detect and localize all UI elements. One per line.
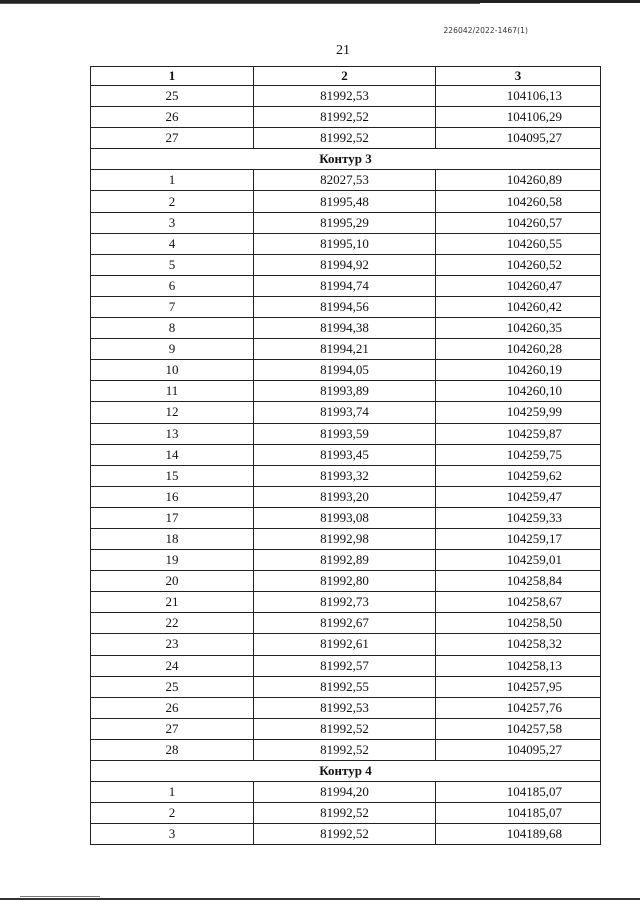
x-coordinate-cell: 81992,55: [254, 676, 436, 697]
coordinates-table: [90, 66, 601, 845]
y-coordinate-cell: 104259,75: [436, 444, 601, 465]
point-number-cell: 22: [91, 613, 254, 634]
y-coordinate-cell: 104257,76: [436, 697, 601, 718]
table-row: [91, 128, 601, 149]
point-number-cell: 5: [91, 254, 254, 275]
table-row: [91, 444, 601, 465]
x-coordinate-cell: 81992,53: [254, 86, 436, 107]
point-number-cell: 20: [91, 571, 254, 592]
y-coordinate-cell: 104258,84: [436, 571, 601, 592]
x-coordinate-cell: 81992,52: [254, 739, 436, 760]
x-coordinate-cell: 81994,56: [254, 296, 436, 317]
section-title: Контур 3: [91, 149, 601, 170]
x-coordinate-cell: 81992,57: [254, 655, 436, 676]
y-coordinate-cell: 104185,07: [436, 782, 601, 803]
table-row: [91, 592, 601, 613]
section-title: Контур 4: [91, 761, 601, 782]
x-coordinate-cell: 81992,52: [254, 107, 436, 128]
y-coordinate-cell: 104258,13: [436, 655, 601, 676]
table-row: [91, 676, 601, 697]
y-coordinate-cell: 104259,33: [436, 507, 601, 528]
point-number-cell: 18: [91, 528, 254, 549]
point-number-cell: 15: [91, 465, 254, 486]
y-coordinate-cell: 104260,55: [436, 233, 601, 254]
point-number-cell: 28: [91, 739, 254, 760]
y-coordinate-cell: 104259,99: [436, 402, 601, 423]
table-row: [91, 339, 601, 360]
y-coordinate-cell: 104260,52: [436, 254, 601, 275]
point-number-cell: 27: [91, 718, 254, 739]
y-coordinate-cell: 104258,32: [436, 634, 601, 655]
point-number-cell: 10: [91, 360, 254, 381]
y-coordinate-cell: 104259,17: [436, 528, 601, 549]
table-row: [91, 571, 601, 592]
y-coordinate-cell: 104260,89: [436, 170, 601, 191]
table-row: [91, 233, 601, 254]
x-coordinate-cell: 81994,38: [254, 318, 436, 339]
y-coordinate-cell: 104260,28: [436, 339, 601, 360]
point-number-cell: 3: [91, 212, 254, 233]
y-coordinate-cell: 104189,68: [436, 824, 601, 845]
table-row: [91, 634, 601, 655]
top-border-line: [0, 0, 640, 3]
y-coordinate-cell: 104260,10: [436, 381, 601, 402]
table-row: [91, 613, 601, 634]
y-coordinate-cell: 104260,47: [436, 275, 601, 296]
y-coordinate-cell: 104258,50: [436, 613, 601, 634]
x-coordinate-cell: 81992,52: [254, 128, 436, 149]
table-row: [91, 381, 601, 402]
point-number-cell: 17: [91, 507, 254, 528]
y-coordinate-cell: 104257,95: [436, 676, 601, 697]
point-number-cell: 8: [91, 318, 254, 339]
y-coordinate-cell: 104106,29: [436, 107, 601, 128]
y-coordinate-cell: 104259,87: [436, 423, 601, 444]
column-header-3: 3: [436, 67, 601, 86]
point-number-cell: 23: [91, 634, 254, 655]
x-coordinate-cell: 81992,53: [254, 697, 436, 718]
table-header-row: [91, 67, 601, 86]
point-number-cell: 4: [91, 233, 254, 254]
table-row: [91, 697, 601, 718]
x-coordinate-cell: 81993,45: [254, 444, 436, 465]
y-coordinate-cell: 104260,19: [436, 360, 601, 381]
x-coordinate-cell: 81994,21: [254, 339, 436, 360]
y-coordinate-cell: 104106,13: [436, 86, 601, 107]
x-coordinate-cell: 81994,05: [254, 360, 436, 381]
point-number-cell: 25: [91, 676, 254, 697]
point-number-cell: 2: [91, 803, 254, 824]
y-coordinate-cell: 104260,58: [436, 191, 601, 212]
x-coordinate-cell: 81992,89: [254, 550, 436, 571]
point-number-cell: 9: [91, 339, 254, 360]
table-body: [91, 86, 601, 845]
point-number-cell: 26: [91, 697, 254, 718]
point-number-cell: 11: [91, 381, 254, 402]
table-row: [91, 191, 601, 212]
x-coordinate-cell: 81992,98: [254, 528, 436, 549]
x-coordinate-cell: 81993,32: [254, 465, 436, 486]
y-coordinate-cell: 104260,35: [436, 318, 601, 339]
table-row: [91, 107, 601, 128]
table-row: [91, 486, 601, 507]
table-row: [91, 655, 601, 676]
table-row: [91, 86, 601, 107]
table-row: [91, 465, 601, 486]
x-coordinate-cell: 81995,48: [254, 191, 436, 212]
x-coordinate-cell: 81994,92: [254, 254, 436, 275]
x-coordinate-cell: 81995,29: [254, 212, 436, 233]
point-number-cell: 12: [91, 402, 254, 423]
y-coordinate-cell: 104260,42: [436, 296, 601, 317]
point-number-cell: 24: [91, 655, 254, 676]
point-number-cell: 7: [91, 296, 254, 317]
table-row: [91, 782, 601, 803]
table-row: [91, 507, 601, 528]
point-number-cell: 3: [91, 824, 254, 845]
table-row: [91, 318, 601, 339]
x-coordinate-cell: 81992,52: [254, 718, 436, 739]
column-header-2: 2: [254, 67, 436, 86]
point-number-cell: 19: [91, 550, 254, 571]
table-row: [91, 803, 601, 824]
page-number: 21: [336, 43, 350, 58]
y-coordinate-cell: 104260,57: [436, 212, 601, 233]
x-coordinate-cell: 81992,52: [254, 824, 436, 845]
x-coordinate-cell: 81993,59: [254, 423, 436, 444]
column-header-1: 1: [91, 67, 254, 86]
y-coordinate-cell: 104257,58: [436, 718, 601, 739]
table-row: [91, 254, 601, 275]
x-coordinate-cell: 81992,52: [254, 803, 436, 824]
table-row: [91, 212, 601, 233]
section-header-row: [91, 761, 601, 782]
y-coordinate-cell: 104259,47: [436, 486, 601, 507]
table-row: [91, 360, 601, 381]
x-coordinate-cell: 82027,53: [254, 170, 436, 191]
x-coordinate-cell: 81992,67: [254, 613, 436, 634]
table-row: [91, 718, 601, 739]
point-number-cell: 16: [91, 486, 254, 507]
point-number-cell: 26: [91, 107, 254, 128]
point-number-cell: 1: [91, 782, 254, 803]
x-coordinate-cell: 81994,20: [254, 782, 436, 803]
table-row: [91, 402, 601, 423]
x-coordinate-cell: 81992,73: [254, 592, 436, 613]
y-coordinate-cell: 104259,01: [436, 550, 601, 571]
x-coordinate-cell: 81994,74: [254, 275, 436, 296]
point-number-cell: 2: [91, 191, 254, 212]
table-row: [91, 296, 601, 317]
y-coordinate-cell: 104185,07: [436, 803, 601, 824]
x-coordinate-cell: 81993,74: [254, 402, 436, 423]
bottom-border-line: [0, 898, 640, 900]
table-row: [91, 275, 601, 296]
table-row: [91, 423, 601, 444]
document-id: 226042/2022-1467(1): [443, 26, 528, 35]
point-number-cell: 6: [91, 275, 254, 296]
x-coordinate-cell: 81992,80: [254, 571, 436, 592]
x-coordinate-cell: 81992,61: [254, 634, 436, 655]
table-row: [91, 824, 601, 845]
point-number-cell: 27: [91, 128, 254, 149]
y-coordinate-cell: 104095,27: [436, 128, 601, 149]
x-coordinate-cell: 81993,08: [254, 507, 436, 528]
point-number-cell: 14: [91, 444, 254, 465]
y-coordinate-cell: 104095,27: [436, 739, 601, 760]
point-number-cell: 1: [91, 170, 254, 191]
table-row: [91, 550, 601, 571]
y-coordinate-cell: 104259,62: [436, 465, 601, 486]
point-number-cell: 13: [91, 423, 254, 444]
x-coordinate-cell: 81993,89: [254, 381, 436, 402]
x-coordinate-cell: 81995,10: [254, 233, 436, 254]
point-number-cell: 21: [91, 592, 254, 613]
section-header-row: [91, 149, 601, 170]
table-row: [91, 170, 601, 191]
x-coordinate-cell: 81993,20: [254, 486, 436, 507]
table-row: [91, 739, 601, 760]
point-number-cell: 25: [91, 86, 254, 107]
y-coordinate-cell: 104258,67: [436, 592, 601, 613]
table-row: [91, 528, 601, 549]
